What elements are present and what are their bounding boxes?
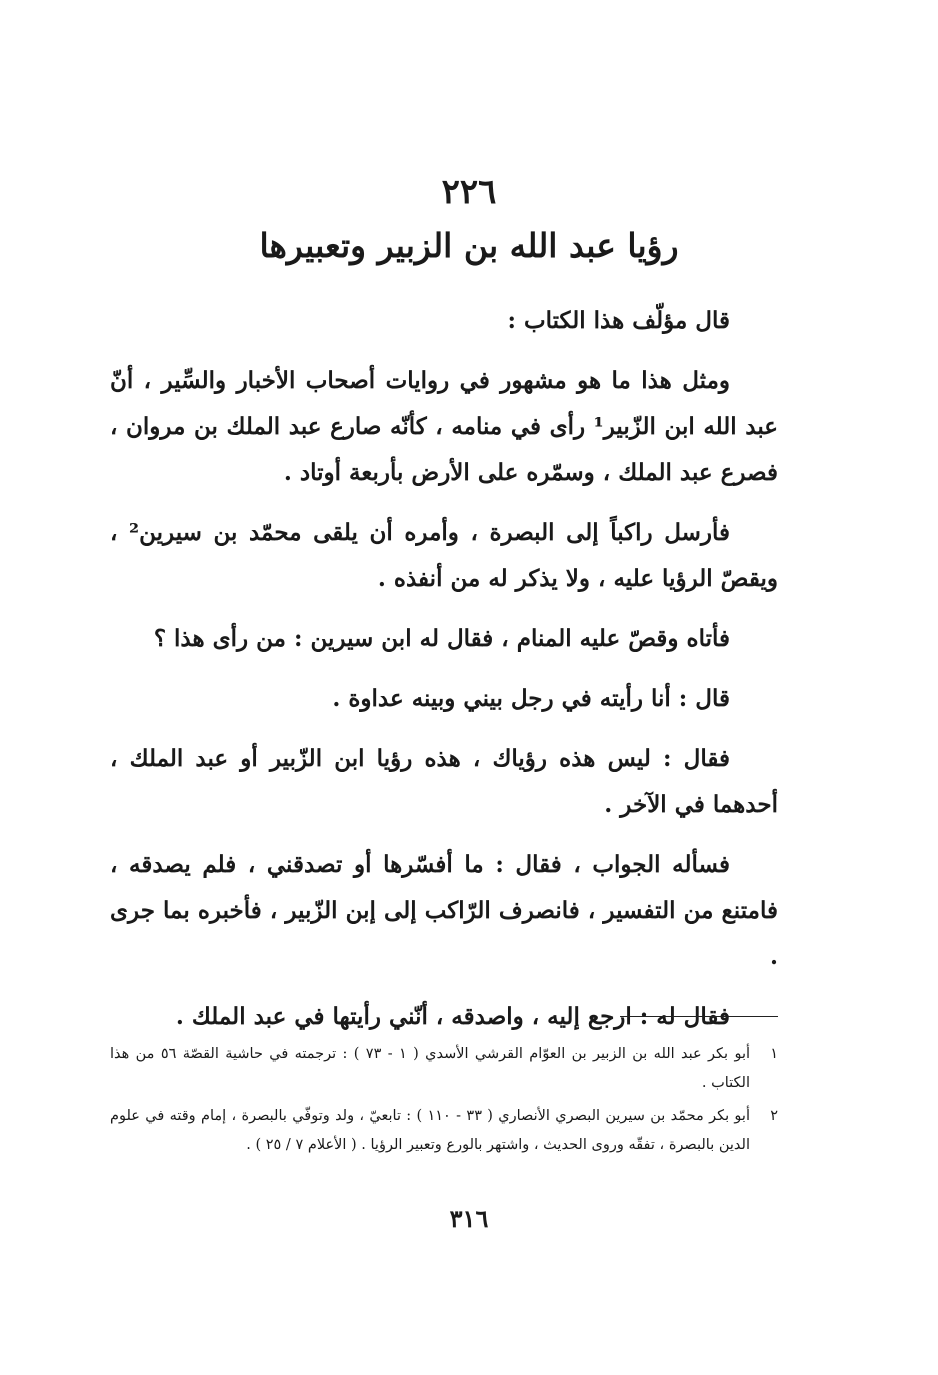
intro-line: قال مؤلّف هذا الكتاب : — [507, 307, 730, 334]
paragraph: فأرسل راكباً إلى البصرة ، وأمره أن يلقى محمّد بن سيرين² ، ويقصّ الرؤيا عليه ، ولا يذكر له من أنفذه . — [110, 519, 778, 592]
footnote-number: ١ — [770, 1046, 778, 1062]
story-title: رؤيا عبد الله بن الزبير وتعبيرها — [259, 226, 679, 265]
body-text — [110, 298, 778, 1054]
paragraph: قال : أنا رأيته في رجل بيني وبينه عداوة . — [332, 685, 730, 712]
paragraph: فأتاه وقصّ عليه المنام ، فقال له ابن سيرين : من رأى هذا ؟ — [153, 625, 730, 652]
paragraph: ومثل هذا ما هو مشهور في روايات أصحاب الأخبار والسِّير ، أنّ عبد الله ابن الزّبير¹ رأى في منامه ، كأنّه صارع عبد الملك بن مروان ، فصرع عبد الملك ، وسمّره على الأرض بأربعة أوتاد . — [110, 367, 778, 486]
footnote-text: أبو بكر عبد الله بن الزبير بن العوّام القرشي الأسدي ( ١ - ٧٣ ) : ترجمته في حاشية القصّة ٥٦ من هذا الكتاب . — [110, 1046, 751, 1091]
page-number: ٣١٦ — [449, 1204, 489, 1233]
footnotes — [110, 1040, 778, 1164]
footnote — [110, 1040, 778, 1098]
footnote-text: أبو بكر محمّد بن سيرين البصري الأنصاري ( ٣٣ - ١١٠ ) : تابعيّ ، ولد وتوفّي بالبصرة ، إمام وقته في علوم الدين بالبصرة ، تفقّه وروى الحديث ، واشتهر بالورع وتعبير الرؤيا . ( الأعلام ٧ / ٢٥ ) . — [110, 1108, 750, 1153]
footnote-separator — [620, 1016, 778, 1017]
footnote-number: ٢ — [770, 1108, 778, 1124]
paragraph: فقال : ليس هذه رؤياك ، هذه رؤيا ابن الزّبير أو عبد الملك ، أحدهما في الآخر . — [110, 745, 778, 818]
paragraph: فسأله الجواب ، فقال : ما أفسّرها أو تصدقني ، فلم يصدقه ، فامتنع من التفسير ، فانصرف الرّاكب إلى إبن الزّبير ، فأخبره بما جرى . — [110, 851, 778, 970]
footnote — [110, 1102, 778, 1160]
story-number: ٢٢٦ — [441, 172, 497, 212]
paragraph: فقال له : ارجع إليه ، واصدقه ، أنّني رأيتها في عبد الملك . — [175, 1003, 730, 1030]
